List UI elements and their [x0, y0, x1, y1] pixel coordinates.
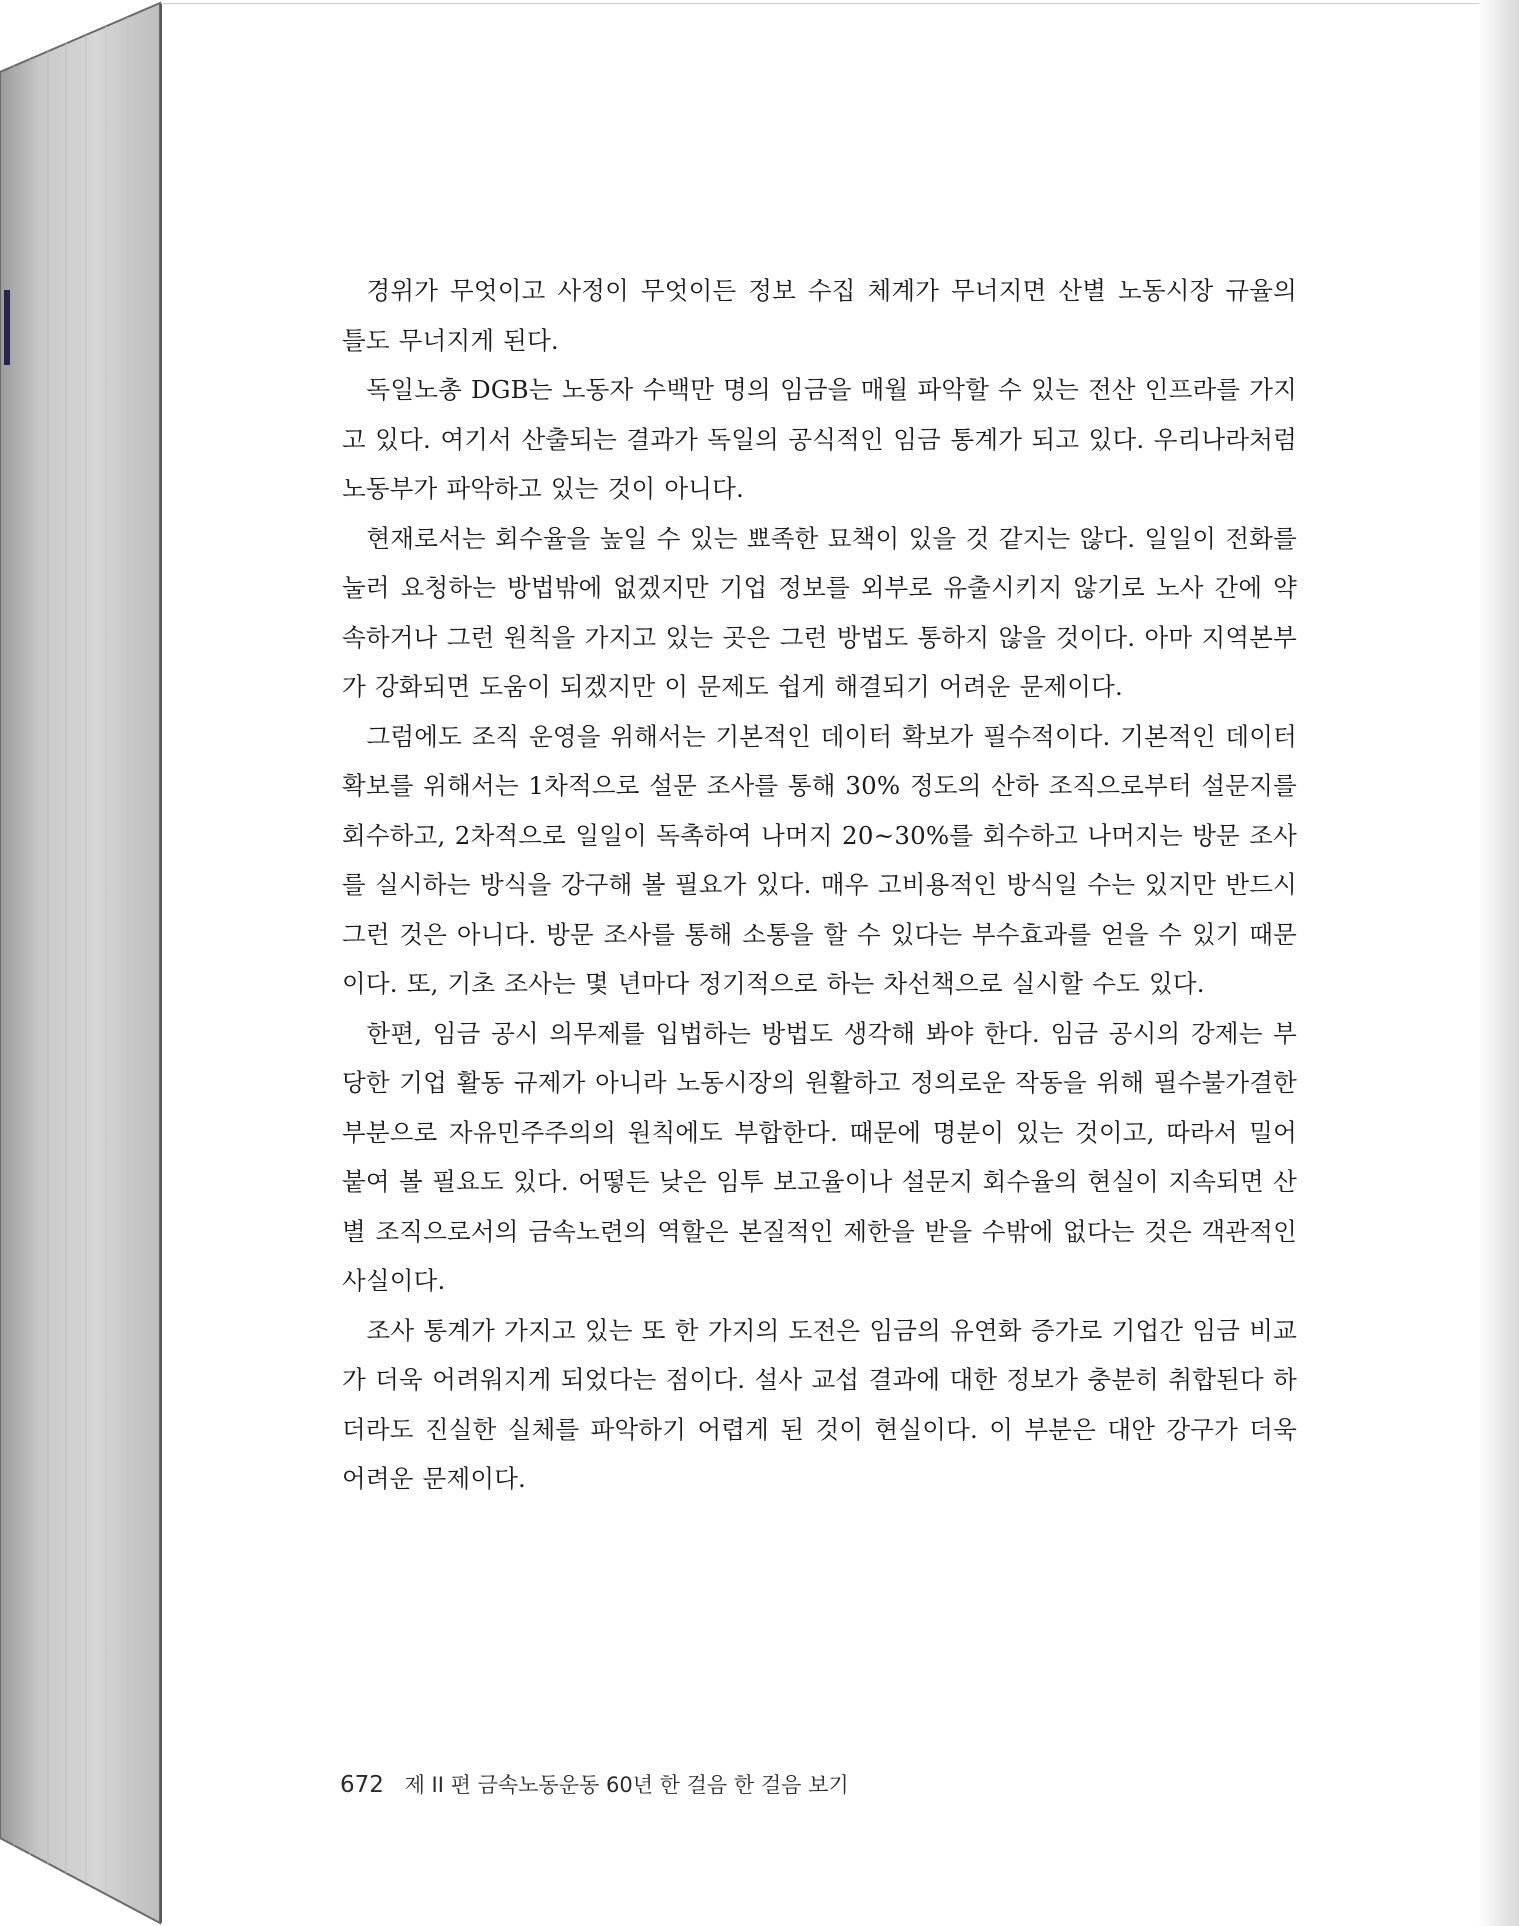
paragraph: 한편, 임금 공시 의무제를 입법하는 방법도 생각해 봐야 한다. 임금 공시의 강제는 부당한 기업 활동 규제가 아니라 노동시장의 원활하고 정의로운 작동을 위해 필수불가결한 부분으로 자유민주주의의 원칙에도 부합한다. 때문에 명분이 있는 것이고, 따라서 밀어붙여 볼 필요도 있다. 어떻든 낮은 임투 보고율이나 설문지 회수율의 현실이 지속되면 산별 조직으로서의 금속노련의 역할은 본질적인 제한을 받을 수밖에 없다는 것은 객관적인 사실이다. — [342, 1018, 1297, 1295]
paragraph: 현재로서는 회수율을 높일 수 있는 뾰족한 묘책이 있을 것 같지는 않다. 일일이 전화를 눌러 요청하는 방법밖에 없겠지만 기업 정보를 외부로 유출시키지 않기로 노사 간에 약속하거나 그런 원칙을 가지고 있는 곳은 그런 방법도 통하지 않을 것이다. 아마 지역본부가 강화되면 도움이 되겠지만 이 문제도 쉽게 해결되기 어려운 문제이다. — [342, 523, 1297, 701]
paragraph: 독일노총 DGB는 노동자 수백만 명의 임금을 매월 파악할 수 있는 전산 인프라를 가지고 있다. 여기서 산출되는 결과가 독일의 공식적인 임금 통계가 되고 있다. 우리나라처럼 노동부가 파악하고 있는 것이 아니다. — [342, 375, 1297, 503]
body-text — [342, 266, 1297, 1504]
paragraph: 경위가 무엇이고 사정이 무엇이든 정보 수집 체계가 무너지면 산별 노동시장 규율의 틀도 무너지게 된다. — [342, 276, 1297, 355]
bookmark-ribbon — [4, 290, 10, 365]
page-stack-edge — [0, 0, 170, 1926]
paragraph: 그럼에도 조직 운영을 위해서는 기본적인 데이터 확보가 필수적이다. 기본적인 데이터 확보를 위해서는 1차적으로 설문 조사를 통해 30% 정도의 산하 조직으로부터 설문지를 회수하고, 2차적으로 일일이 독촉하여 나머지 20~30%를 회수하고 나머지는 방문 조사를 실시하는 방식을 강구해 볼 필요가 있다. 매우 고비용적인 방식일 수는 있지만 반드시 그런 것은 아니다. 방문 조사를 통해 소통을 할 수 있다는 부수효과를 얻을 수 있기 때문이다. 또, 기초 조사는 몇 년마다 정기적으로 하는 차선책으로 실시할 수도 있다. — [342, 721, 1297, 998]
paragraph: 조사 통계가 가지고 있는 또 한 가지의 도전은 임금의 유연화 증가로 기업간 임금 비교가 더욱 어려워지게 되었다는 점이다. 설사 교섭 결과에 대한 정보가 충분히 취합된다 하더라도 진실한 실체를 파악하기 어렵게 된 것이 현실이다. 이 부분은 대안 강구가 더욱 어려운 문제이다. — [342, 1315, 1297, 1493]
running-footer-title: 제 II 편 금속노동운동 60년 한 걸음 한 걸음 보기 — [404, 1773, 849, 1797]
book-page — [160, 3, 1479, 1923]
page-footer — [340, 1769, 849, 1799]
page-number: 672 — [340, 1772, 384, 1798]
page-edge-shadow — [1478, 0, 1519, 1926]
